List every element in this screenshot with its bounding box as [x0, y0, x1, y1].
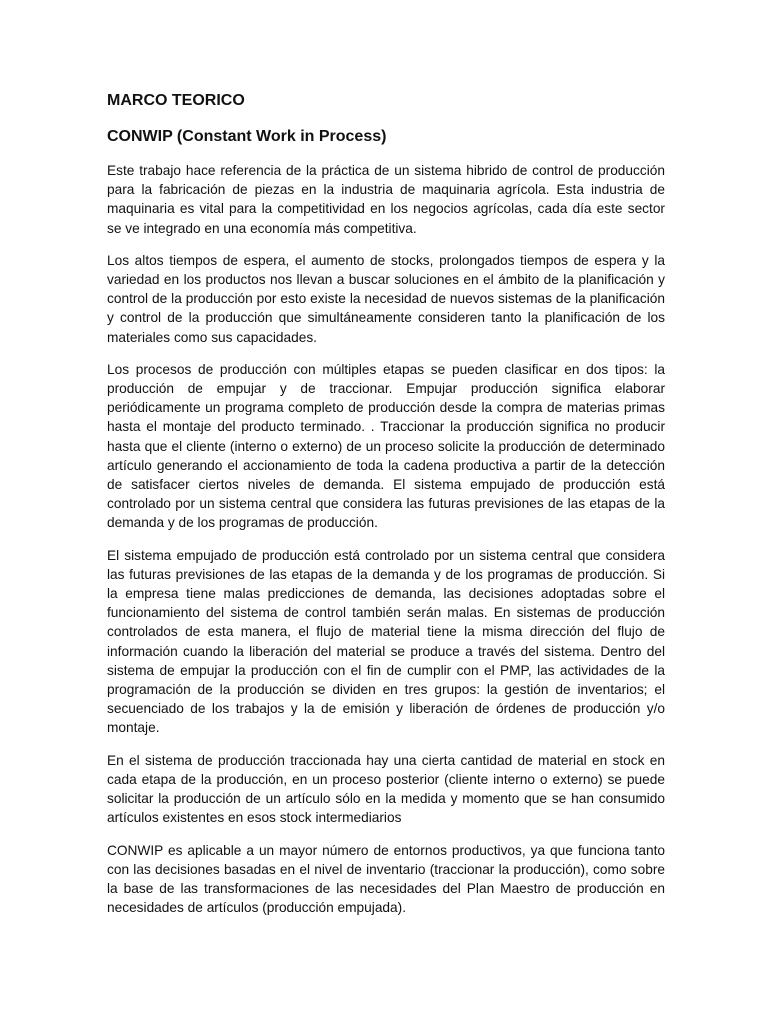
paragraph-push-system: El sistema empujado de producción está controlado por un sistema central que considera las futuras previsiones de las etapas de la demanda y de los programas de producción. Si la empresa tiene malas predicciones de demanda, las decisiones adoptadas sobre el funcionamiento del sistema de control también serán malas. En sistemas de producción controlados de esta manera, el flujo de material tiene la misma dirección del flujo de información cuando la liberación del material se produce a través del sistema. Dentro del sistema de empujar la producción con el fin de cumplir con el PMP, las actividades de la programación de la producción se dividen en tres grupos: la gestión de inventarios; el secuenciado de los trabajos y la de emisión y liberación de órdenes de producción y/o montaje.	[107, 547, 665, 736]
paragraph-planning: Los altos tiempos de espera, el aumento de stocks, prolongados tiempos de espera y la variedad en los productos nos llevan a buscar soluciones en el ámbito de la planificación y control de la producción por esto existe la necesidad de nuevos sistemas de la planificación y control de la producción que simultáneamente consideren tanto la planificación de los materiales como sus capacidades.	[107, 252, 665, 345]
paragraph-push-pull: Los procesos de producción con múltiples etapas se pueden clasificar en dos tipos: la producción de empujar y de traccionar. Empujar producción significa elaborar periódicamente un programa completo de producción desde la compra de materias primas hasta el montaje del producto terminado. . Traccionar la producción significa no producir hasta que el cliente (interno o externo) de un proceso solicite la producción de determinado artículo generando el accionamiento de toda la cadena productiva a partir de la detección de satisfacer ciertos niveles de demanda. El sistema empujado de producción está controlado por un sistema central que considera las futuras previsiones de las etapas de la demanda y de los programas de producción.	[107, 361, 665, 531]
paragraph-conwip: CONWIP es aplicable a un mayor número de entornos productivos, ya que funciona tanto con las decisiones basadas en el nivel de inventario (traccionar la producción), como sobre la base de las transformaciones de las necesidades del Plan Maestro de producción en necesidades de artículos (producción empujada).	[107, 842, 665, 916]
document-subtitle: CONWIP (Constant Work in Process)	[107, 128, 387, 145]
document-title: MARCO TEORICO	[107, 92, 245, 109]
paragraph-intro: Este trabajo hace referencia de la práctica de un sistema hibrido de control de producción para la fabricación de piezas en la industria de maquinaria agrícola. Esta industria de maquinaria es vital para la competitividad en los negocios agrícolas, cada día este sector se ve integrado en una economía más competitiva.	[107, 163, 665, 236]
paragraph-pull-system: En el sistema de producción traccionada hay una cierta cantidad de material en stock en cada etapa de la producción, en un proceso posterior (cliente interno o externo) se puede solicitar la producción de un artículo sólo en la medida y momento que se han consumido artículos existentes en esos stock intermediarios	[107, 752, 665, 826]
